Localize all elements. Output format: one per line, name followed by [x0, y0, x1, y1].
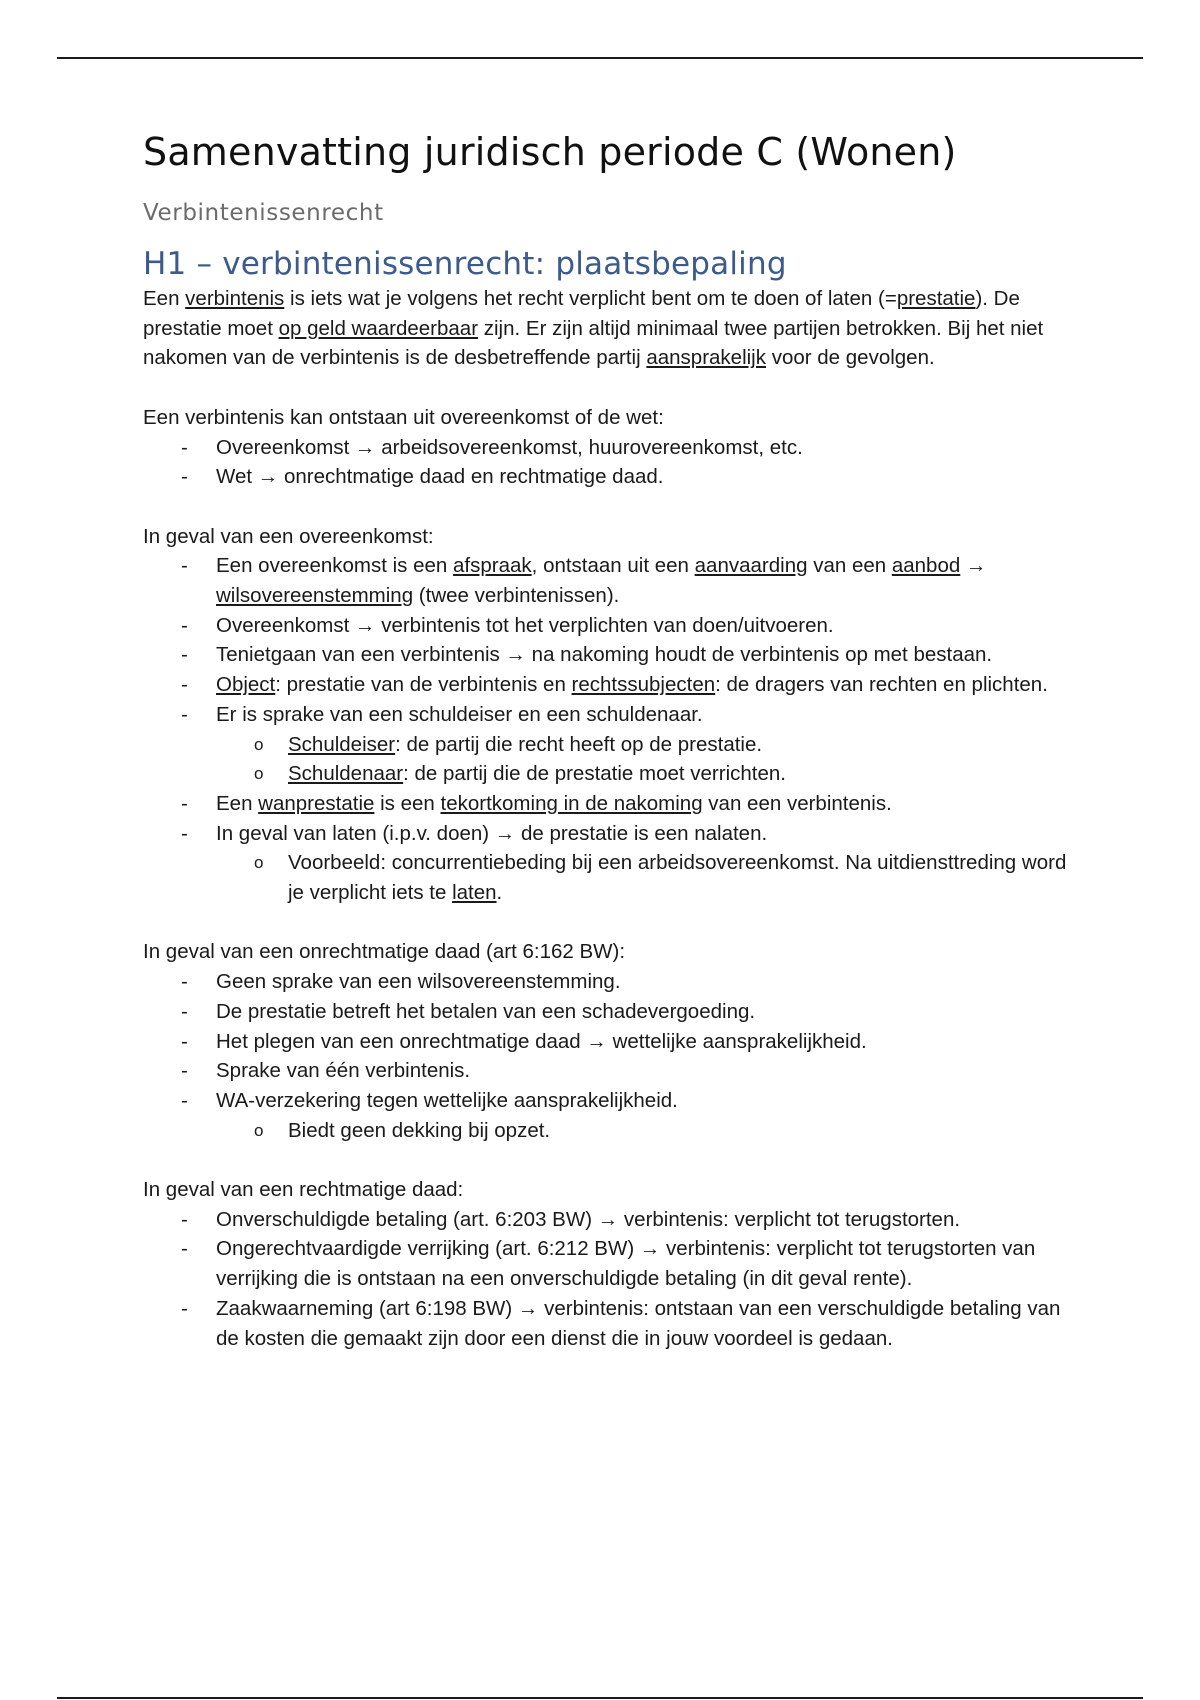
list-item: - Overeenkomst → arbeidsovereenkomst, huurovereenkomst, etc.	[181, 435, 803, 459]
tort-lead: In geval van een onrechtmatige daad (art 6:162 BW):	[143, 940, 626, 964]
document-subtitle: Verbintenissenrecht	[143, 200, 384, 226]
list-item: - Object: prestatie van de verbintenis en rechtssubjecten: de dragers van rechten en plichten.	[181, 673, 1048, 697]
document-title: Samenvatting juridisch periode C (Wonen)	[143, 130, 957, 174]
list-item: - Sprake van één verbintenis.	[181, 1059, 471, 1083]
list-item: - Het plegen van een onrechtmatige daad → wettelijke aansprakelijkheid.	[181, 1029, 867, 1053]
list-item: - Zaakwaarneming (art 6:198 BW) → verbintenis: ontstaan van een verschuldigde betaling van de kosten die gemaakt zijn door een dienst die in jouw voordeel is gedaan.	[181, 1296, 1061, 1350]
origin-list	[143, 433, 1083, 492]
list-item: - Een wanprestatie is een tekortkoming in de nakoming van een verbintenis.	[181, 791, 892, 815]
list-item: - Tenietgaan van een verbintenis → na nakoming houdt de verbintenis op met bestaan.	[181, 643, 993, 667]
list-item: - Een overeenkomst is een afspraak, ontstaan uit een aanvaarding van een aanbod → wilsovereenstemming (twee verbintenissen).	[181, 554, 987, 607]
origin-lead: Een verbintenis kan ontstaan uit overeenkomst of de wet:	[143, 405, 664, 429]
list-item: - WA-verzekering tegen wettelijke aansprakelijkheid.	[181, 1088, 678, 1112]
sub-list-item: o Schuldeiser: de partij die recht heeft op de prestatie.	[254, 732, 763, 756]
agreement-lead: In geval van een overeenkomst:	[143, 524, 434, 548]
sub-list-item: o Biedt geen dekking bij opzet.	[254, 1118, 551, 1142]
intro-paragraph: Een verbintenis is iets wat je volgens het recht verplicht bent om te doen of laten (=prestatie). De prestatie moet op geld waardeerbaar zijn. Er zijn altijd minimaal twee partijen betrokken. Bij het niet nakomen van de verbintenis is de desbetreffende partij aansprakelijk voor de gevolgen.	[143, 287, 1044, 370]
list-item: - In geval van laten (i.p.v. doen) → de prestatie is een nalaten.	[181, 821, 768, 845]
term-op-geld-waardeerbaar: op geld waardeerbaar	[278, 316, 479, 340]
sub-list-item: o Voorbeeld: concurrentiebeding bij een arbeidsovereenkomst. Na uitdiensttreding word je verplicht iets te laten.	[254, 851, 1067, 905]
list-item: - Onverschuldigde betaling (art. 6:203 BW) → verbintenis: verplicht tot terugstorten.	[181, 1207, 961, 1231]
lawful-lead: In geval van een rechtmatige daad:	[143, 1178, 464, 1202]
lawful-list	[143, 1205, 1083, 1354]
document-body	[143, 128, 1083, 1353]
term-aansprakelijk: aansprakelijk	[646, 346, 766, 370]
agreement-list	[143, 551, 1083, 907]
term-prestatie: prestatie	[896, 287, 976, 310]
list-item: - Wet → onrechtmatige daad en rechtmatige daad.	[181, 465, 664, 489]
header-rule	[57, 57, 1143, 59]
chapter-heading: H1 – verbintenissenrecht: plaatsbepaling	[143, 246, 787, 282]
list-item: - Overeenkomst → verbintenis tot het verplichten van doen/uitvoeren.	[181, 613, 834, 637]
tort-list	[143, 967, 1083, 1145]
list-item: - Geen sprake van een wilsovereenstemming.	[181, 970, 621, 994]
list-item: - Ongerechtvaardigde verrijking (art. 6:212 BW) → verbintenis: verplicht tot terugstorten van verrijking die is ontstaan na een onverschuldigde betaling (in dit geval rente).	[181, 1237, 1036, 1291]
sub-list-item: o Schuldenaar: de partij die de prestatie moet verrichten.	[254, 762, 786, 786]
footer-rule	[57, 1697, 1143, 1699]
list-item: - De prestatie betreft het betalen van een schadevergoeding.	[181, 999, 756, 1023]
list-item: - Er is sprake van een schuldeiser en een schuldenaar.	[181, 702, 703, 726]
term-verbintenis: verbintenis	[185, 287, 285, 310]
